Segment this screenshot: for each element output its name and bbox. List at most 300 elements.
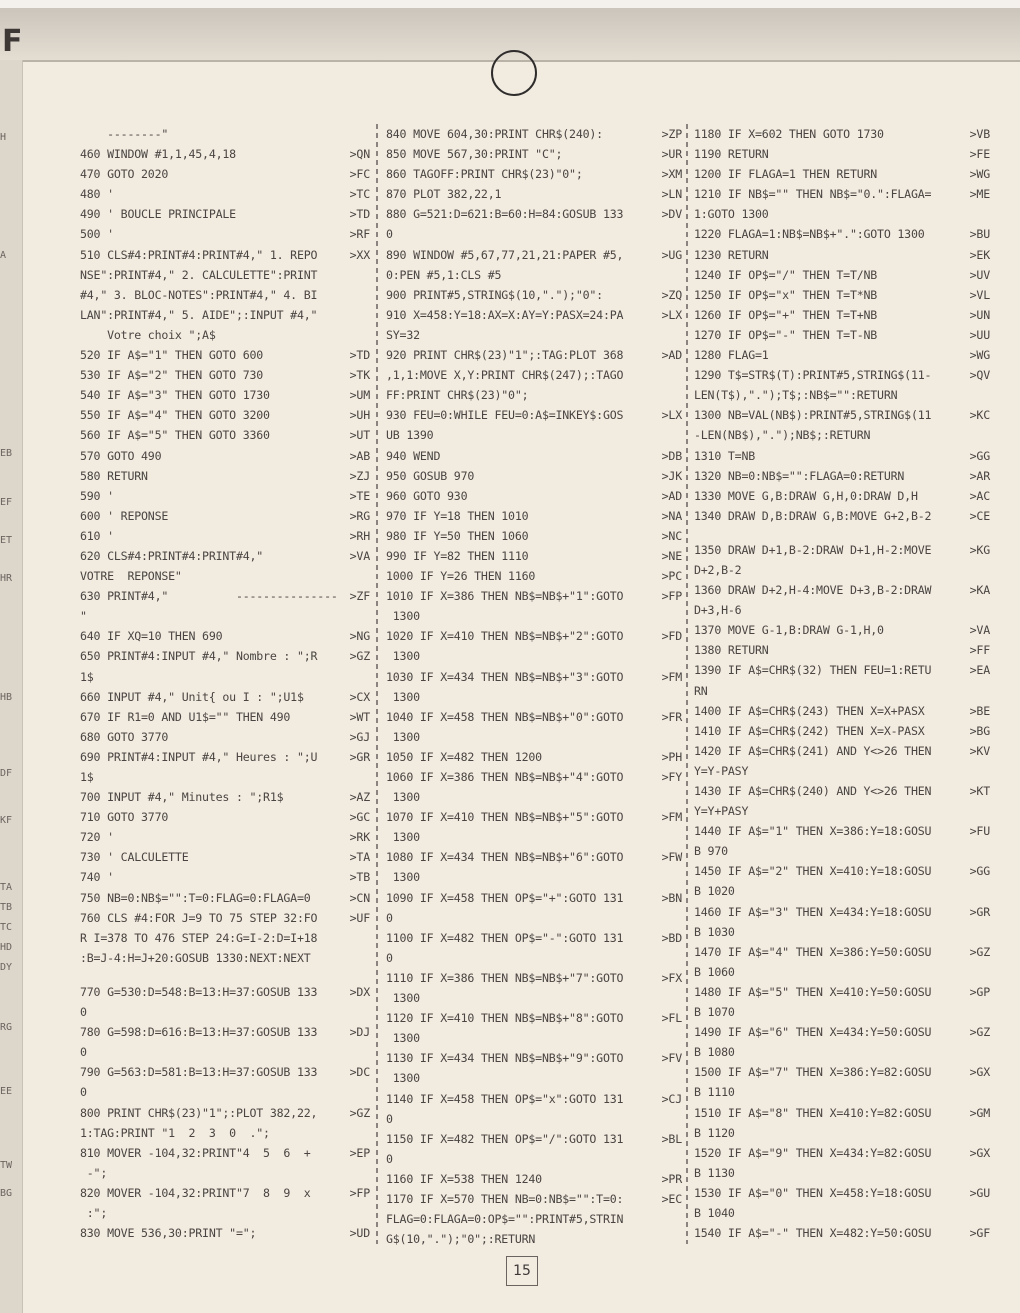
code-text: 980 IF Y=50 THEN 1060 [386,528,529,543]
code-line [80,606,370,626]
code-text: 930 FEU=0:WHILE FEU=0:A$=INKEY$:GOS [386,408,624,423]
checksum: >GJ [349,729,370,744]
code-line [386,446,682,466]
code-line [694,1103,990,1123]
code-line [80,204,370,224]
code-text: 1300 [386,790,420,805]
code-text: B 1040 [694,1205,735,1220]
code-text: 0 [80,1045,87,1060]
code-text: B 1130 [694,1165,735,1180]
code-line [694,1143,990,1163]
checksum: >AD [661,488,682,503]
code-line [80,928,370,948]
code-line [694,942,990,962]
checksum: >EA [969,663,990,678]
code-line [80,325,370,345]
code-line [386,265,682,285]
checksum: >TE [349,488,370,503]
code-text: 1090 IF X=458 THEN OP$="+":GOTO 131 [386,890,624,905]
code-line [694,841,990,861]
code-text: VOTRE REPONSE" [80,569,182,584]
checksum: >FR [661,709,682,724]
code-text: 1060 IF X=386 THEN NB$=NB$+"4":GOTO [386,770,624,784]
code-line [386,425,682,445]
checksum: >KA [969,583,990,598]
code-line [386,1109,682,1129]
margin-label: EE [0,1086,13,1097]
code-line [80,867,370,887]
code-text: 1410 IF A$=CHR$(242) THEN X=X-PASX [694,723,925,738]
code-text: 620 CLS#4:PRINT#4:PRINT#4," [80,548,264,563]
code-text: 670 IF R1=0 AND U1$="" THEN 490 [80,709,291,724]
code-text: 1310 T=NB [694,448,756,463]
checksum: >UN [969,307,990,322]
code-text: 870 PLOT 382,22,1 [386,187,502,202]
checksum: >XX [349,247,370,262]
checksum: >VA [969,623,990,638]
code-line [386,626,682,646]
code-text: 780 G=598:D=616:B=13:H=37:GOSUB 133 [80,1025,318,1040]
code-line [80,1002,370,1022]
checksum: >QN [349,147,370,162]
margin-label: EF [0,497,13,508]
checksum: >CJ [661,1091,682,1106]
checksum: >FM [661,669,682,684]
code-text: 1300 [386,729,420,744]
code-line [80,1183,370,1203]
code-line [694,345,990,365]
checksum: >EK [969,247,990,262]
code-text: -"; [80,1165,108,1180]
checksum: >QV [969,368,990,383]
code-text: 1210 IF NB$="" THEN NB$="0.":FLAGA= [694,187,932,202]
code-line [80,948,370,968]
code-line [694,466,990,486]
code-text: 1300 NB=VAL(NB$):PRINT#5,STRING$(11 [694,408,932,423]
code-text: 0 [386,227,393,242]
previous-page-edge [0,60,23,1313]
code-line [386,245,682,265]
code-text: FLAG=0:FLAGA=0:OP$="":PRINT#5,STRIN [386,1212,624,1227]
checksum: >LX [661,307,682,322]
code-text: 1170 IF X=570 THEN NB=0:NB$="":T=0: [386,1191,624,1206]
code-line [694,721,990,741]
page-letter: F [2,24,23,59]
code-text: B 1030 [694,924,735,939]
code-text: 1470 IF A$="4" THEN X=386:Y=50:GOSU [694,944,932,959]
code-text: 1300 [386,1031,420,1046]
code-text: 720 ' [80,830,114,845]
code-text: 940 WEND [386,448,441,463]
code-text: 1260 IF OP$="+" THEN T=T+NB [694,307,878,322]
code-text: 1400 IF A$=CHR$(243) THEN X=X+PASX [694,703,925,718]
code-line [694,580,990,600]
code-line [80,847,370,867]
code-text: 1300 [386,1071,420,1086]
code-text: 900 PRINT#5,STRING$(10,".");"0": [386,287,603,302]
code-line [386,988,682,1008]
code-text: 640 IF XQ=10 THEN 690 [80,629,223,644]
checksum: >CN [349,890,370,905]
checksum: >UM [349,388,370,403]
code-text: 850 MOVE 567,30:PRINT "C"; [386,147,563,162]
code-text: 560 IF A$="5" THEN GOTO 3360 [80,428,270,443]
checksum: >NE [661,548,682,563]
code-line [386,747,682,767]
code-line [694,660,990,680]
checksum: >RG [349,508,370,523]
code-text: 1120 IF X=410 THEN NB$=NB$+"8":GOTO [386,1011,624,1026]
scan-top-edge [0,0,1020,8]
code-text: 730 ' CALCULETTE [80,850,189,865]
code-line [80,365,370,385]
code-text: 1480 IF A$="5" THEN X=410:Y=50:GOSU [694,984,932,999]
code-text: 970 IF Y=18 THEN 1010 [386,508,529,523]
code-line [80,385,370,405]
code-line [694,982,990,1002]
checksum: >GX [969,1065,990,1080]
code-line [694,405,990,425]
code-text: 1280 FLAG=1 [694,348,769,363]
code-line [694,922,990,942]
code-line [694,600,990,620]
checksum: >ME [969,187,990,202]
checksum: >FX [661,970,682,985]
code-text: 0 [386,1111,393,1126]
code-line [386,888,682,908]
code-text: NSE":PRINT#4," 2. CALCULETTE":PRINT [80,267,318,282]
code-text: LEN(T$),".");T$;:NB$="":RETURN [694,388,898,403]
checksum: >DX [349,984,370,999]
checksum: >TC [349,187,370,202]
margin-label: H [0,132,7,143]
code-line [80,787,370,807]
code-text: 840 MOVE 604,30:PRINT CHR$(240): [386,127,603,141]
checksum: >BE [969,703,990,718]
code-line [386,285,682,305]
code-text: 1010 IF X=386 THEN NB$=NB$+"1":GOTO [386,589,624,604]
code-text: 1230 RETURN [694,247,769,262]
code-line [386,1048,682,1068]
code-text: 0 [386,950,393,965]
code-line [386,1068,682,1088]
code-text: Votre choix ";A$ [80,327,216,342]
code-line [80,727,370,747]
code-text: 0:PEN #5,1:CLS #5 [386,267,502,282]
code-line [694,1123,990,1143]
code-line [386,787,682,807]
checksum: >WT [349,709,370,724]
code-text: 1140 IF X=458 THEN OP$="x":GOTO 131 [386,1091,624,1106]
code-line [386,466,682,486]
code-line [694,741,990,761]
code-text: 1130 IF X=434 THEN NB$=NB$+"9":GOTO [386,1051,624,1066]
code-line [694,1203,990,1223]
code-text: B 1020 [694,884,735,899]
margin-label: A [0,250,7,261]
code-line [386,526,682,546]
code-text: FF:PRINT CHR$(23)"0"; [386,388,529,403]
code-text: 470 GOTO 2020 [80,167,169,182]
code-text: -LEN(NB$),".");NB$;:RETURN [694,428,871,443]
checksum: >GG [969,864,990,879]
code-text: 1370 MOVE G-1,B:DRAW G-1,H,0 [694,623,884,638]
code-line [80,285,370,305]
code-line [694,701,990,721]
code-text: 760 CLS #4:FOR J=9 TO 75 STEP 32:FO [80,910,318,925]
code-text: 810 MOVER -104,32:PRINT"4 5 6 + [80,1145,311,1160]
code-text: LAN":PRINT#4," 5. AIDE";:INPUT #4," [80,307,318,322]
checksum: >UV [969,267,990,282]
code-line [80,1082,370,1102]
code-line [694,124,990,144]
code-line [386,847,682,867]
checksum: >PH [661,749,682,764]
code-text: 1:GOTO 1300 [694,207,769,222]
code-line [80,405,370,425]
checksum: >VB [969,127,990,141]
code-text: 460 WINDOW #1,1,45,4,18 [80,147,236,162]
code-text: 490 ' BOUCLE PRINCIPALE [80,207,236,222]
code-text: 1270 IF OP$="-" THEN T=T-NB [694,327,878,342]
code-text: 1360 DRAW D+2,H-4:MOVE D+3,B-2:DRAW [694,583,932,598]
code-line [694,902,990,922]
code-line [386,204,682,224]
code-line [694,446,990,466]
code-text: 1530 IF A$="0" THEN X=458:Y=18:GOSU [694,1185,932,1200]
code-text: 1050 IF X=482 THEN 1200 [386,749,542,764]
checksum: >FC [349,167,370,182]
code-line [694,506,990,526]
code-line [80,345,370,365]
code-line [694,761,990,781]
checksum: >GR [349,749,370,764]
code-line [694,325,990,345]
code-line [80,687,370,707]
code-text: 1110 IF X=386 THEN NB$=NB$+"7":GOTO [386,970,624,985]
code-line [694,1223,990,1243]
code-text: 1510 IF A$="8" THEN X=410:Y=82:GOSU [694,1105,932,1120]
code-text: 1420 IF A$=CHR$(241) AND Y<>26 THEN [694,743,932,758]
code-line [694,1183,990,1203]
checksum: >FE [969,147,990,162]
code-line [80,707,370,727]
code-line [80,1123,370,1143]
column-divider [376,124,378,1244]
code-text: 1100 IF X=482 THEN OP$="-":GOTO 131 [386,930,624,945]
checksum: >EP [349,1145,370,1160]
code-text: 1000 IF Y=26 THEN 1160 [386,569,536,584]
checksum: >UR [661,147,682,162]
checksum: >AC [969,488,990,503]
code-line [80,1022,370,1042]
margin-label: HD [0,942,13,953]
code-text: ,1,1:MOVE X,Y:PRINT CHR$(247);:TAGO [386,368,624,383]
code-text: #4," 3. BLOC-NOTES":PRINT#4," 4. BI [80,287,318,302]
code-text: 0 [386,1151,393,1166]
code-line [694,962,990,982]
checksum: >WG [969,348,990,363]
code-text: 800 PRINT CHR$(23)"1";:PLOT 382,22, [80,1105,318,1120]
checksum: >DB [661,448,682,463]
margin-label: HR [0,573,13,584]
checksum: >DJ [349,1025,370,1040]
code-line [694,1042,990,1062]
checksum: >ZQ [661,287,682,302]
code-text: 790 G=563:D=581:B=13:H=37:GOSUB 133 [80,1065,318,1080]
margin-label: TA [0,882,13,893]
line-gap [694,526,990,540]
checksum: >NG [349,629,370,644]
code-text: Y=Y-PASY [694,763,749,778]
checksum: >TK [349,368,370,383]
checksum: >UU [969,327,990,342]
code-text: 1330 MOVE G,B:DRAW G,H,0:DRAW D,H [694,488,918,503]
checksum: >RF [349,227,370,242]
code-line [694,425,990,445]
code-text: 1430 IF A$=CHR$(240) AND Y<>26 THEN [694,784,932,798]
checksum: >NA [661,508,682,523]
code-line [386,586,682,606]
code-line [694,1082,990,1102]
listing-column-2 [386,124,682,1249]
margin-label: ET [0,535,13,546]
checksum: >JK [661,468,682,483]
checksum: >BD [661,930,682,945]
code-line [386,325,682,345]
code-text: 600 ' REPONSE [80,508,169,523]
code-line [80,667,370,687]
code-line [386,164,682,184]
code-line [386,687,682,707]
checksum: >ZJ [349,468,370,483]
code-line [386,606,682,626]
code-text: 590 ' [80,488,114,503]
code-text: 650 PRINT#4:INPUT #4," Nombre : ";R [80,649,318,664]
code-text: 570 GOTO 490 [80,448,162,463]
checksum: >VA [349,548,370,563]
checksum: >UG [661,247,682,262]
code-line [80,747,370,767]
code-line [386,1149,682,1169]
code-line [80,646,370,666]
code-line [386,1169,682,1189]
code-text: R I=378 TO 476 STEP 24:G=I-2:D=I+18 [80,930,318,945]
checksum: >PR [661,1171,682,1186]
code-line [80,1223,370,1243]
code-line [386,1189,682,1209]
code-line [694,560,990,580]
checksum: >UF [349,910,370,925]
code-text: 1380 RETURN [694,643,769,658]
code-line [386,867,682,887]
code-line [80,1203,370,1223]
checksum: >GM [969,1105,990,1120]
code-line [386,1209,682,1229]
code-line [80,586,370,606]
code-text: 820 MOVER -104,32:PRINT"7 8 9 x [80,1185,311,1200]
checksum: >BL [661,1131,682,1146]
checksum: >EC [661,1191,682,1206]
code-text: 1:TAG:PRINT "1 2 3 0 ."; [80,1125,270,1140]
code-text: 860 TAGOFF:PRINT CHR$(23)"0"; [386,167,583,182]
checksum: >FP [349,1185,370,1200]
code-line [80,1062,370,1082]
checksum: >FW [661,850,682,865]
code-line [694,881,990,901]
code-text: 1180 IF X=602 THEN GOTO 1730 [694,127,884,141]
code-text: 740 ' [80,870,114,885]
code-text: :B=J-4:H=J+20:GOSUB 1330:NEXT:NEXT [80,950,311,965]
code-line [694,265,990,285]
code-line [80,124,370,144]
checksum: >NC [661,528,682,543]
code-line [386,124,682,144]
checksum: >LN [661,187,682,202]
listing-column-1 [80,124,370,1243]
code-line [694,204,990,224]
checksum: >GZ [969,1025,990,1040]
code-text: 950 GOSUB 970 [386,468,475,483]
code-line [386,1008,682,1028]
code-text: 1520 IF A$="9" THEN X=434:Y=82:GOSU [694,1145,932,1160]
code-line [80,546,370,566]
code-text: 550 IF A$="4" THEN GOTO 3200 [80,408,270,423]
checksum: >AR [969,468,990,483]
code-line [80,827,370,847]
code-line [80,466,370,486]
checksum: >ZP [661,127,682,141]
code-line [80,908,370,928]
checksum: >FM [661,810,682,825]
code-line [80,1143,370,1163]
checksum: >LX [661,408,682,423]
code-text: 500 ' [80,227,114,242]
checksum: >BU [969,227,990,242]
code-text: RN [694,683,708,698]
checksum: >ZF [349,589,370,604]
code-line [386,646,682,666]
checksum: >GX [969,1145,990,1160]
checksum: >DC [349,1065,370,1080]
code-line [80,446,370,466]
code-text: 1200 IF FLAGA=1 THEN RETURN [694,167,878,182]
code-line [386,908,682,928]
column-divider [686,124,688,1244]
checksum: >FF [969,643,990,658]
code-line [386,486,682,506]
code-line [80,566,370,586]
margin-label: KF [0,815,13,826]
margin-label: TW [0,1160,13,1171]
code-line [80,1103,370,1123]
code-text: 1160 IF X=538 THEN 1240 [386,1171,542,1186]
code-line [80,506,370,526]
code-line [386,546,682,566]
code-line [694,1163,990,1183]
margin-label: TB [0,902,13,913]
code-line [694,245,990,265]
code-text: 680 GOTO 3770 [80,729,169,744]
code-text: 610 ' [80,528,114,543]
code-text: :"; [80,1205,108,1220]
margin-label: DF [0,768,13,779]
line-gap [80,968,370,982]
checksum: >VL [969,287,990,302]
code-text: 1240 IF OP$="/" THEN T=T/NB [694,267,878,282]
checksum: >GZ [969,944,990,959]
code-text: 1$ [80,669,94,684]
